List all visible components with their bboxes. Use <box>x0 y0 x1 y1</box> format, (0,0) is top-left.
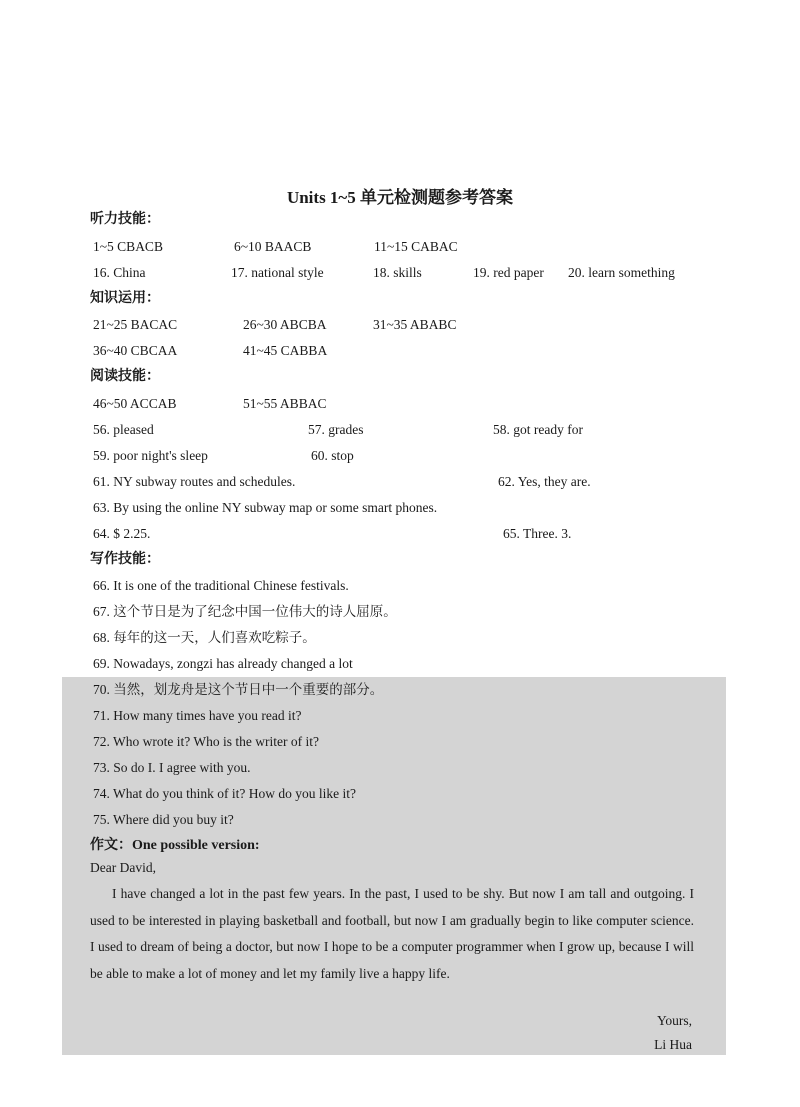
answer-41-45: 41~45 CABBA <box>243 343 328 358</box>
answer-11-15: 11~15 CABAC <box>374 239 458 254</box>
answer-69: 69. Nowadays, zongzi has already changed a lot <box>93 656 353 671</box>
answer-72: 72. Who wrote it? Who is the writer of it? <box>93 734 319 749</box>
answer-75: 75. Where did you buy it? <box>93 812 234 827</box>
answer-51-55: 51~55 ABBAC <box>243 396 327 411</box>
answer-20: 20. learn something <box>568 265 675 280</box>
answer-73: 73. So do I. I agree with you. <box>93 760 251 775</box>
answer-63: 63. By using the online NY subway map or some smart phones. <box>93 500 438 515</box>
answer-68: 68. 每年的这一天，人们喜欢吃粽子。 <box>93 630 316 645</box>
answer-67: 67. 这个节日是为了纪念中国一位伟大的诗人屈原。 <box>93 604 397 619</box>
answer-21-25: 21~25 BACAC <box>93 317 178 332</box>
answer-18: 18. skills <box>373 265 422 280</box>
answer-6-10: 6~10 BAACB <box>234 239 312 254</box>
section-listening: 听力技能： <box>90 212 160 227</box>
answer-57: 57. grades <box>308 422 364 437</box>
answer-1-5: 1~5 CBACB <box>93 239 163 254</box>
answer-65: 65. Three. 3. <box>503 526 572 541</box>
section-reading: 阅读技能： <box>90 369 160 384</box>
answer-19: 19. red paper <box>473 265 544 280</box>
letter-greeting: Dear David, <box>90 860 156 875</box>
answer-26-30: 26~30 ABCBA <box>243 317 327 332</box>
answer-60: 60. stop <box>311 448 354 463</box>
section-knowledge: 知识运用： <box>90 291 160 306</box>
answer-64: 64. $ 2.25. <box>93 526 151 541</box>
letter-signature: Li Hua <box>654 1037 692 1052</box>
answer-56: 56. pleased <box>93 422 154 437</box>
answer-16: 16. China <box>93 265 146 280</box>
answer-61: 61. NY subway routes and schedules. <box>93 474 296 489</box>
letter-body: I have changed a lot in the past few years. In the past, I used to be shy. But now I am tall and outgoing. I used to be interested in playing basketball and football, but now I am gradually begin to like computer science. I used to dream of being a doctor, but now I hope to be a computer programmer when I grow up, because I will be able to make a lot of money and let my family live a happy life. <box>90 886 694 981</box>
page-title: Units 1~5 单元检测题参考答案 <box>286 188 514 207</box>
answer-36-40: 36~40 CBCAA <box>93 343 178 358</box>
answer-74: 74. What do you think of it? How do you like it? <box>93 786 356 801</box>
answer-58: 58. got ready for <box>493 422 583 437</box>
answer-46-50: 46~50 ACCAB <box>93 396 177 411</box>
answer-59: 59. poor night's sleep <box>93 448 208 463</box>
answer-66: 66. It is one of the traditional Chinese festivals. <box>93 578 349 593</box>
section-writing: 写作技能： <box>90 552 160 567</box>
answer-31-35: 31~35 ABABC <box>373 317 457 332</box>
answer-71: 71. How many times have you read it? <box>93 708 302 723</box>
letter-closing: Yours, <box>656 1013 692 1028</box>
answer-17: 17. national style <box>231 265 324 280</box>
answer-70: 70. 当然，划龙舟是这个节日中一个重要的部分。 <box>93 682 384 697</box>
answer-62: 62. Yes, they are. <box>498 474 591 489</box>
section-composition: 作文：One possible version: <box>90 838 260 853</box>
